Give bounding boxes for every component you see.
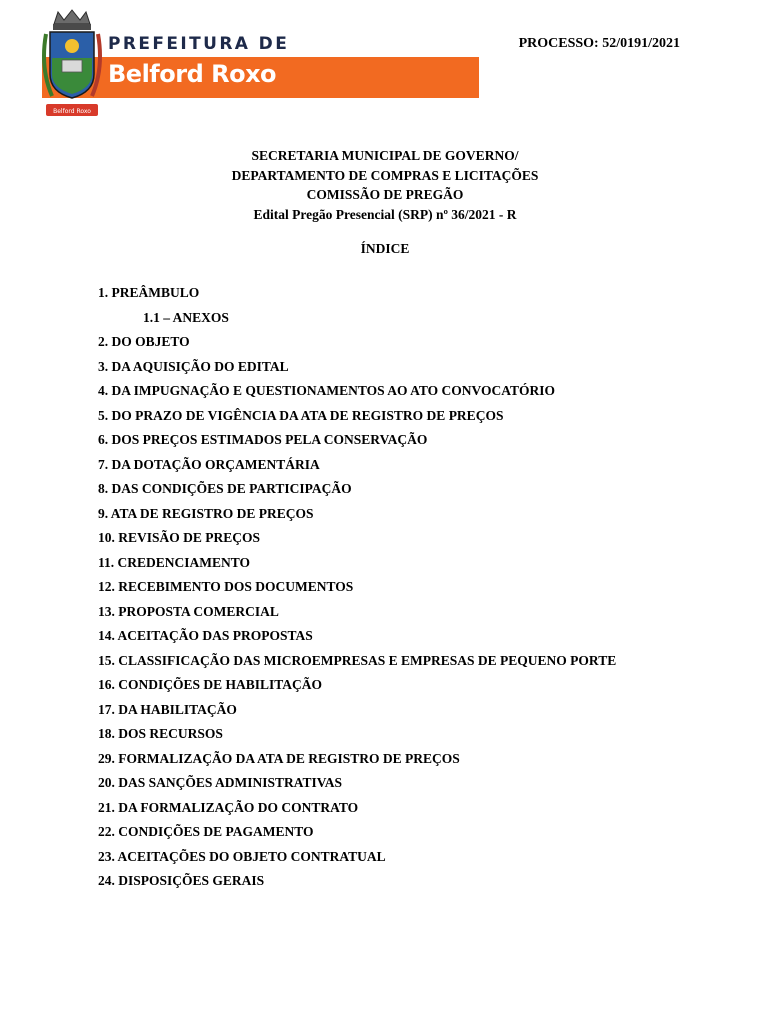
- coat-of-arms-icon: [40, 8, 104, 120]
- index-title: ÍNDICE: [360, 241, 410, 256]
- toc-item: 4. DA IMPUGNAÇÃO E QUESTIONAMENTOS AO ATO CONVOCATÓRIO: [98, 383, 556, 398]
- toc-item: 9. ATA DE REGISTRO DE PREÇOS: [98, 505, 314, 521]
- org-line1: PREFEITURA DE: [108, 34, 290, 54]
- heading-comissao: COMISSÃO DE PREGÃO: [306, 187, 464, 202]
- toc-subitem: 1.1 – ANEXOS: [143, 309, 229, 325]
- toc-item: 17. DA HABILITAÇÃO: [98, 701, 237, 717]
- toc-item: 21. DA FORMALIZAÇÃO DO CONTRATO: [98, 799, 359, 815]
- toc-item: 22. CONDIÇÕES DE PAGAMENTO: [98, 824, 314, 839]
- heading-departamento: DEPARTAMENTO DE COMPRAS E LICITAÇÕES: [231, 167, 539, 183]
- toc-item: 12. RECEBIMENTO DOS DOCUMENTOS: [98, 579, 354, 594]
- toc-item: 2. DO OBJETO: [98, 334, 190, 349]
- toc-item: 10. REVISÃO DE PREÇOS: [98, 530, 261, 545]
- process-number: PROCESSO: 52/0191/2021: [518, 36, 680, 51]
- letterhead: [0, 0, 770, 130]
- toc-item: 23. ACEITAÇÕES DO OBJETO CONTRATUAL: [98, 848, 386, 864]
- toc-item: 20. DAS SANÇÕES ADMINISTRATIVAS: [98, 775, 343, 790]
- toc-item: 6. DOS PREÇOS ESTIMADOS PELA CONSERVAÇÃO: [98, 432, 428, 447]
- toc-item: 8. DAS CONDIÇÕES DE PARTICIPAÇÃO: [98, 481, 352, 496]
- toc-item: 29. FORMALIZAÇÃO DA ATA DE REGISTRO DE PREÇOS: [98, 750, 460, 766]
- toc-item: 13. PROPOSTA COMERCIAL: [98, 603, 279, 619]
- coat-motto: Belford Roxo: [53, 108, 91, 115]
- toc-item: 3. DA AQUISIÇÃO DO EDITAL: [98, 358, 289, 374]
- heading-edital: Edital Pregão Presencial (SRP) nº 36/2021 - R: [253, 206, 517, 222]
- org-line2: Belford Roxo: [108, 60, 277, 88]
- table-of-contents: [98, 284, 718, 897]
- toc-item: 1. PREÂMBULO: [98, 285, 200, 300]
- toc-item: 14. ACEITAÇÃO DAS PROPOSTAS: [98, 628, 313, 643]
- toc-item: 15. CLASSIFICAÇÃO DAS MICROEMPRESAS E EMPRESAS DE PEQUENO PORTE: [98, 652, 617, 668]
- toc-item: 24. DISPOSIÇÕES GERAIS: [98, 873, 265, 888]
- heading-secretaria: SECRETARIA MUNICIPAL DE GOVERNO/: [251, 148, 519, 163]
- document-heading: [0, 146, 770, 224]
- toc-item: 18. DOS RECURSOS: [98, 726, 223, 741]
- toc-item: 16. CONDIÇÕES DE HABILITAÇÃO: [98, 677, 323, 692]
- toc-item: 7. DA DOTAÇÃO ORÇAMENTÁRIA: [98, 456, 320, 472]
- toc-item: 5. DO PRAZO DE VIGÊNCIA DA ATA DE REGISTRO DE PREÇOS: [98, 407, 504, 423]
- toc-item: 11. CREDENCIAMENTO: [98, 554, 251, 570]
